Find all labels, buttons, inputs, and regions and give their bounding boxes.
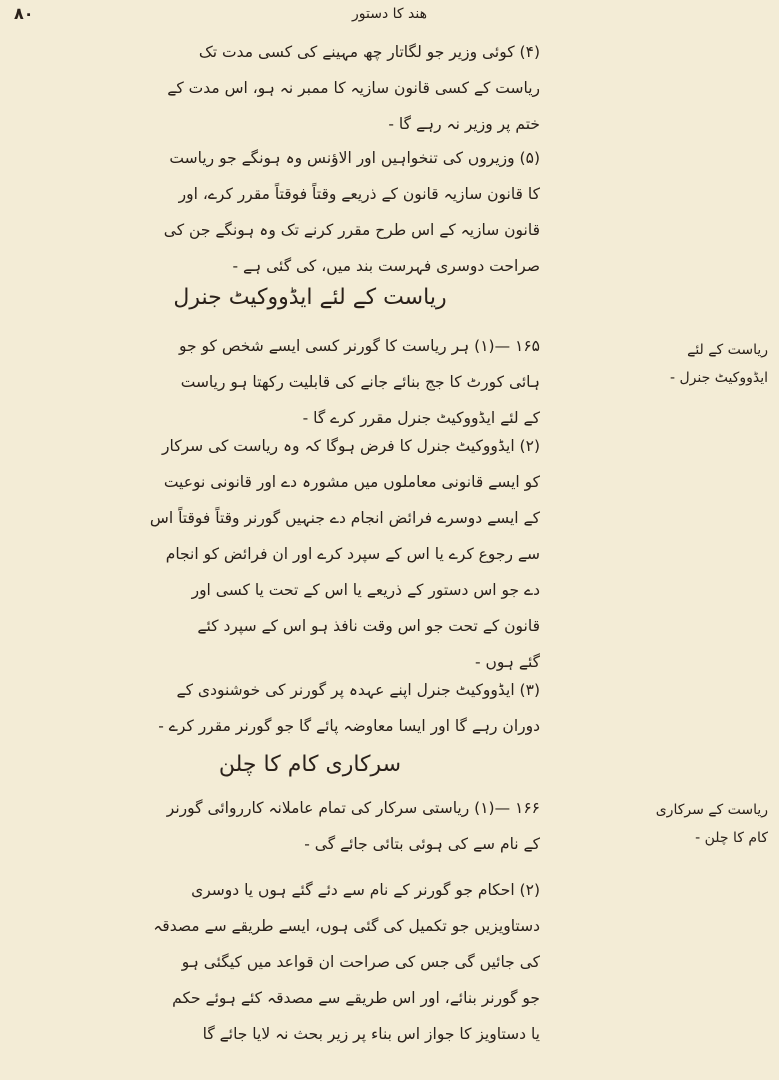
para-minister-salaries [60,140,540,284]
text-line: ۱۶۵ —(۱) ہر ریاست کا گورنر کسی ایسے شخص کو جو [178,337,540,355]
para-article-165-1 [60,328,540,436]
text-line: ۱۶۶ —(۱) ریاستی سرکار کی تمام عاملانہ کارروائی گورنر [166,799,540,817]
para-minister-term [60,34,540,142]
text-line: گئے ہوں - [474,653,540,671]
text-line: کا قانون سازیہ قانون کے ذریعے وقتاً فوقتاً مقرر کرے، اور [178,185,540,203]
text-line: قانون سازیہ کے اس طرح مقرر کرنے تک وہ ہونگے جن کی [163,221,540,239]
text-line: صراحت دوسری فہرست بند میں، کی گئی ہے - [232,257,540,275]
margin-note-line: ریاست کے سرکاری [655,802,768,818]
text-line: (۲) ایڈووکیٹ جنرل کا فرض ہوگا کہ وہ ریاست کی سرکار [162,437,540,455]
para-article-165-3 [60,672,540,744]
text-line: (۲) احکام جو گورنر کے نام سے دئے گئے ہوں یا دوسری [191,881,540,899]
text-line: (۵) وزیروں کی تنخواہیں اور الاؤنس وہ ہونگے جو ریاست [169,149,540,167]
running-header: ھند کا دستور [352,6,427,22]
text-line: (۳) ایڈووکیٹ جنرل اپنے عہدہ پر گورنر کی خوشنودی کے [176,681,540,699]
text-line: ریاست کے کسی قانون سازیہ کا ممبر نہ ہو، اس مدت کے [167,79,540,97]
margin-note-line: ریاست کے لئے [687,342,768,358]
margin-note-conduct-of-business [548,796,768,852]
margin-note-line: کام کا چلن - [695,830,768,846]
para-article-166-1 [60,790,540,862]
text-line: (۴) کوئی وزیر جو لگاتار چھ مہینے کی کسی مدت تک [198,43,540,61]
text-line: ہائی کورٹ کا جج بنائے جانے کی قابلیت رکھتا ہو ریاست [180,373,540,391]
text-line: ختم پر وزیر نہ رہے گا - [388,115,540,133]
text-line: کے نام سے کی ہوئی بتائی جائے گی - [304,835,540,853]
text-line: قانون کے تحت جو اس وقت نافذ ہو اس کے سپرد کئے [197,617,540,635]
text-line: کے لئے ایڈووکیٹ جنرل مقرر کرے گا - [302,409,540,427]
para-article-166-2 [60,872,540,1052]
text-line: یا دستاویز کا جواز اس بناء پر زیر بحث نہ لایا جائے گا [202,1025,540,1043]
text-line: دوران رہے گا اور ایسا معاوضہ پائے گا جو گورنر مقرر کرے - [158,717,540,735]
text-line: کے ایسے دوسرے فرائض انجام دے جنہیں گورنر وقتاً فوقتاً اس [149,509,540,527]
text-line: کی جائیں گی جس کی صراحت ان قواعد میں کیگئی ہو [181,953,540,971]
section-heading-conduct-of-business: سرکاری کام کا چلن [218,752,402,777]
text-line: دے جو اس دستور کے ذریعے یا اس کے تحت یا کسی اور [191,581,540,599]
margin-note-advocate-general [548,336,768,392]
para-article-165-2 [60,428,540,680]
text-line: سے رجوع کرے یا اس کے سپرد کرے اور ان فرائض کو انجام [165,545,540,563]
section-heading-advocate-general: ریاست کے لئے ایڈووکیٹ جنرل [173,285,447,310]
text-line: دستاویزیں جو تکمیل کی گئی ہوں، ایسے طریقے سے مصدقہ [153,917,540,935]
page-number: ۸۰ [14,4,34,23]
margin-note-line: ایڈووکیٹ جنرل - [669,370,768,386]
text-line: کو ایسے قانونی معاملوں میں مشورہ دے اور قانونی نوعیت [163,473,540,491]
text-line: جو گورنر بنائے، اور اس طریقے سے مصدقہ کئے ہوئے حکم [172,989,540,1007]
